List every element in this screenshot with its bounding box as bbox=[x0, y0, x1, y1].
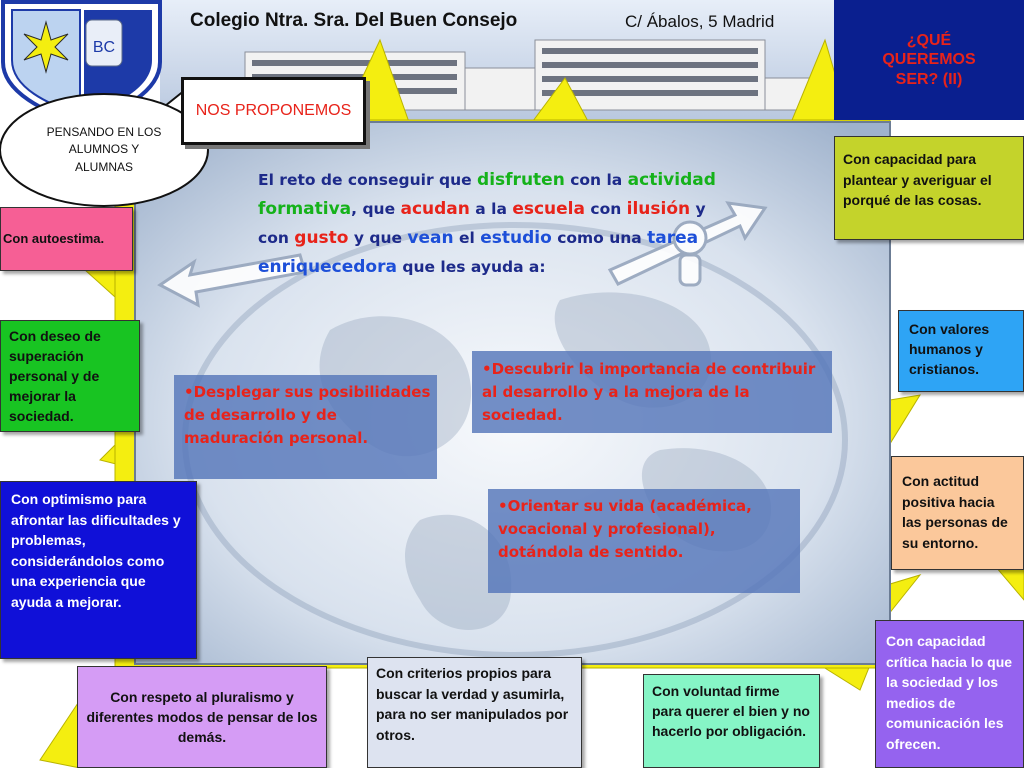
intro-text: El reto de conseguir que disfruten con la actividad formativa, que acudan a la escuela con ilusión y con gusto y que vean el estudio como una tarea enriquecedora que les ayuda a: bbox=[258, 170, 716, 277]
slide-title: ¿QUÉ QUEREMOS SER? (II) bbox=[834, 0, 1024, 120]
goal-orientar: •Orientar su vida (académica, vocacional y profesional), dotándola de sentido. bbox=[488, 489, 800, 593]
goal-descubrir: •Descubrir la importancia de contribuir al desarrollo y a la mejora de la sociedad. bbox=[472, 351, 832, 433]
nos-proponemos-box: NOS PROPONEMOS bbox=[181, 77, 366, 145]
crest-letters: BC bbox=[92, 39, 116, 56]
goal-desplegar: •Desplegar sus posibilidades de desarrollo y de maduración personal. bbox=[174, 375, 437, 479]
card-voluntad: Con voluntad firme para querer el bien y no hacerlo por obligación. bbox=[643, 674, 820, 768]
card-deseo-superacion: Con deseo de superación personal y de mejorar la sociedad. bbox=[0, 320, 140, 432]
card-pluralismo: Con respeto al pluralismo y diferentes modos de pensar de los demás. bbox=[77, 666, 327, 768]
school-name: Colegio Ntra. Sra. Del Buen Consejo bbox=[190, 10, 518, 31]
pensando-callout: PENSANDO EN LOS ALUMNOS Y ALUMNAS bbox=[46, 124, 162, 174]
card-autoestima: Con autoestima. bbox=[0, 207, 133, 271]
card-optimismo: Con optimismo para afrontar las dificultades y problemas, considerándolos como una experiencia que ayuda a mejorar. bbox=[0, 481, 197, 659]
card-actitud: Con actitud positiva hacia las personas de su entorno. bbox=[891, 456, 1024, 570]
card-criterios: Con criterios propios para buscar la verdad y asumirla, para no ser manipulados por otros. bbox=[367, 657, 582, 768]
card-valores: Con valores humanos y cristianos. bbox=[898, 310, 1024, 392]
school-address: C/ Ábalos, 5 Madrid bbox=[625, 12, 775, 31]
card-capacidad-critica: Con capacidad crítica hacia lo que la sociedad y los medios de comunicación les ofrecen. bbox=[875, 620, 1024, 768]
card-capacidad: Con capacidad para plantear y averiguar el porqué de las cosas. bbox=[834, 136, 1024, 240]
